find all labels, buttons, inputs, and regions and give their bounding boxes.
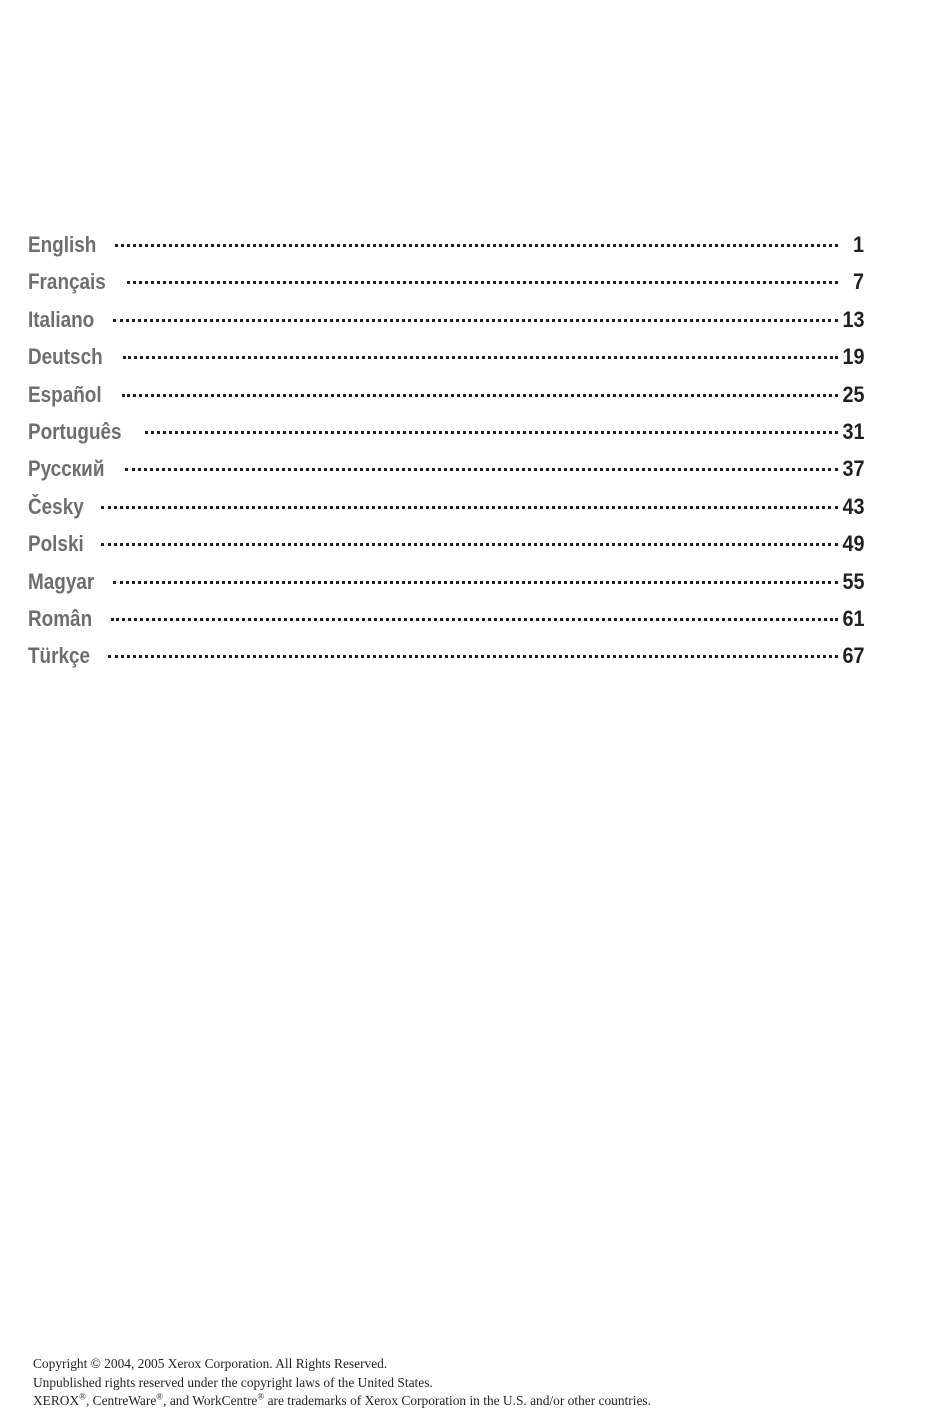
- toc-entry-magyar[interactable]: [28, 569, 864, 606]
- toc-entry-label: Magyar: [28, 568, 95, 594]
- toc-entry-page: 1: [852, 232, 864, 257]
- toc-dot-leader: [101, 543, 838, 546]
- toc-entry-label: Türkçe: [28, 643, 91, 669]
- toc-entry-polski[interactable]: [28, 531, 864, 568]
- toc-dot-leader: [127, 281, 839, 284]
- toc-entry-page: 67: [841, 643, 864, 669]
- toc-entry-page: 55: [841, 568, 864, 594]
- trademark-line: [33, 1392, 933, 1411]
- unpublished-rights-line: Unpublished rights reserved under the copyright laws of the United States.: [33, 1374, 433, 1390]
- toc-entry-page: 61: [841, 605, 864, 631]
- toc-entry-page: 31: [841, 418, 864, 444]
- toc-entry-label: English: [28, 232, 97, 257]
- toc-entry-page: 49: [841, 531, 864, 557]
- toc-dot-leader: [108, 655, 837, 658]
- registered-mark: ®: [79, 1391, 86, 1402]
- toc-entry-espanol[interactable]: [28, 382, 864, 419]
- trademark-centreware: , CentreWare: [85, 1393, 157, 1408]
- toc-entry-label: Español: [28, 381, 102, 407]
- trademark-xerox: XEROX: [33, 1393, 80, 1408]
- toc-entry-page: 19: [841, 344, 864, 370]
- toc-entry-label: Português: [28, 418, 122, 444]
- toc-entry-russian[interactable]: [28, 456, 864, 493]
- toc-entry-page: 37: [841, 456, 864, 482]
- toc-entry-czech[interactable]: [28, 494, 864, 531]
- toc-entry-page: 7: [852, 269, 864, 295]
- toc-entry-label: Polski: [28, 531, 84, 557]
- registered-mark: ®: [257, 1391, 265, 1402]
- trademark-workcentre: , and WorkCentre: [163, 1393, 258, 1408]
- toc-dot-leader: [145, 431, 838, 434]
- table-of-contents: [28, 232, 864, 681]
- toc-entry-italiano[interactable]: [28, 307, 864, 344]
- registered-mark: ®: [156, 1391, 164, 1402]
- toc-dot-leader: [125, 468, 838, 471]
- toc-dot-leader: [123, 356, 838, 359]
- toc-entry-label: Français: [28, 269, 106, 295]
- toc-entry-label: Deutsch: [28, 344, 103, 370]
- legal-notice: [33, 1355, 933, 1411]
- toc-dot-leader: [101, 506, 838, 509]
- toc-entry-label: Român: [28, 605, 93, 631]
- toc-entry-deutsch[interactable]: [28, 344, 864, 381]
- toc-entry-english[interactable]: [28, 232, 864, 269]
- toc-entry-roman[interactable]: [28, 606, 864, 643]
- toc-entry-label: Česky: [28, 493, 84, 519]
- toc-entry-page: 25: [841, 381, 864, 407]
- trademark-tail: are trademarks of Xerox Corporation in the U.S. and/or other countries.: [264, 1393, 651, 1408]
- toc-dot-leader: [122, 394, 838, 397]
- toc-entry-francais[interactable]: [28, 269, 864, 306]
- toc-dot-leader: [113, 319, 838, 322]
- toc-entry-label: Русский: [28, 456, 105, 482]
- toc-entry-page: 13: [841, 306, 864, 332]
- toc-dot-leader: [115, 244, 838, 247]
- toc-entry-turkce[interactable]: [28, 643, 864, 680]
- toc-entry-page: 43: [841, 493, 864, 519]
- toc-entry-label: Italiano: [28, 306, 95, 332]
- toc-dot-leader: [111, 618, 838, 621]
- toc-dot-leader: [113, 581, 837, 584]
- copyright-line: Copyright © 2004, 2005 Xerox Corporation. All Rights Reserved.: [33, 1356, 388, 1371]
- toc-entry-portugues[interactable]: [28, 419, 864, 456]
